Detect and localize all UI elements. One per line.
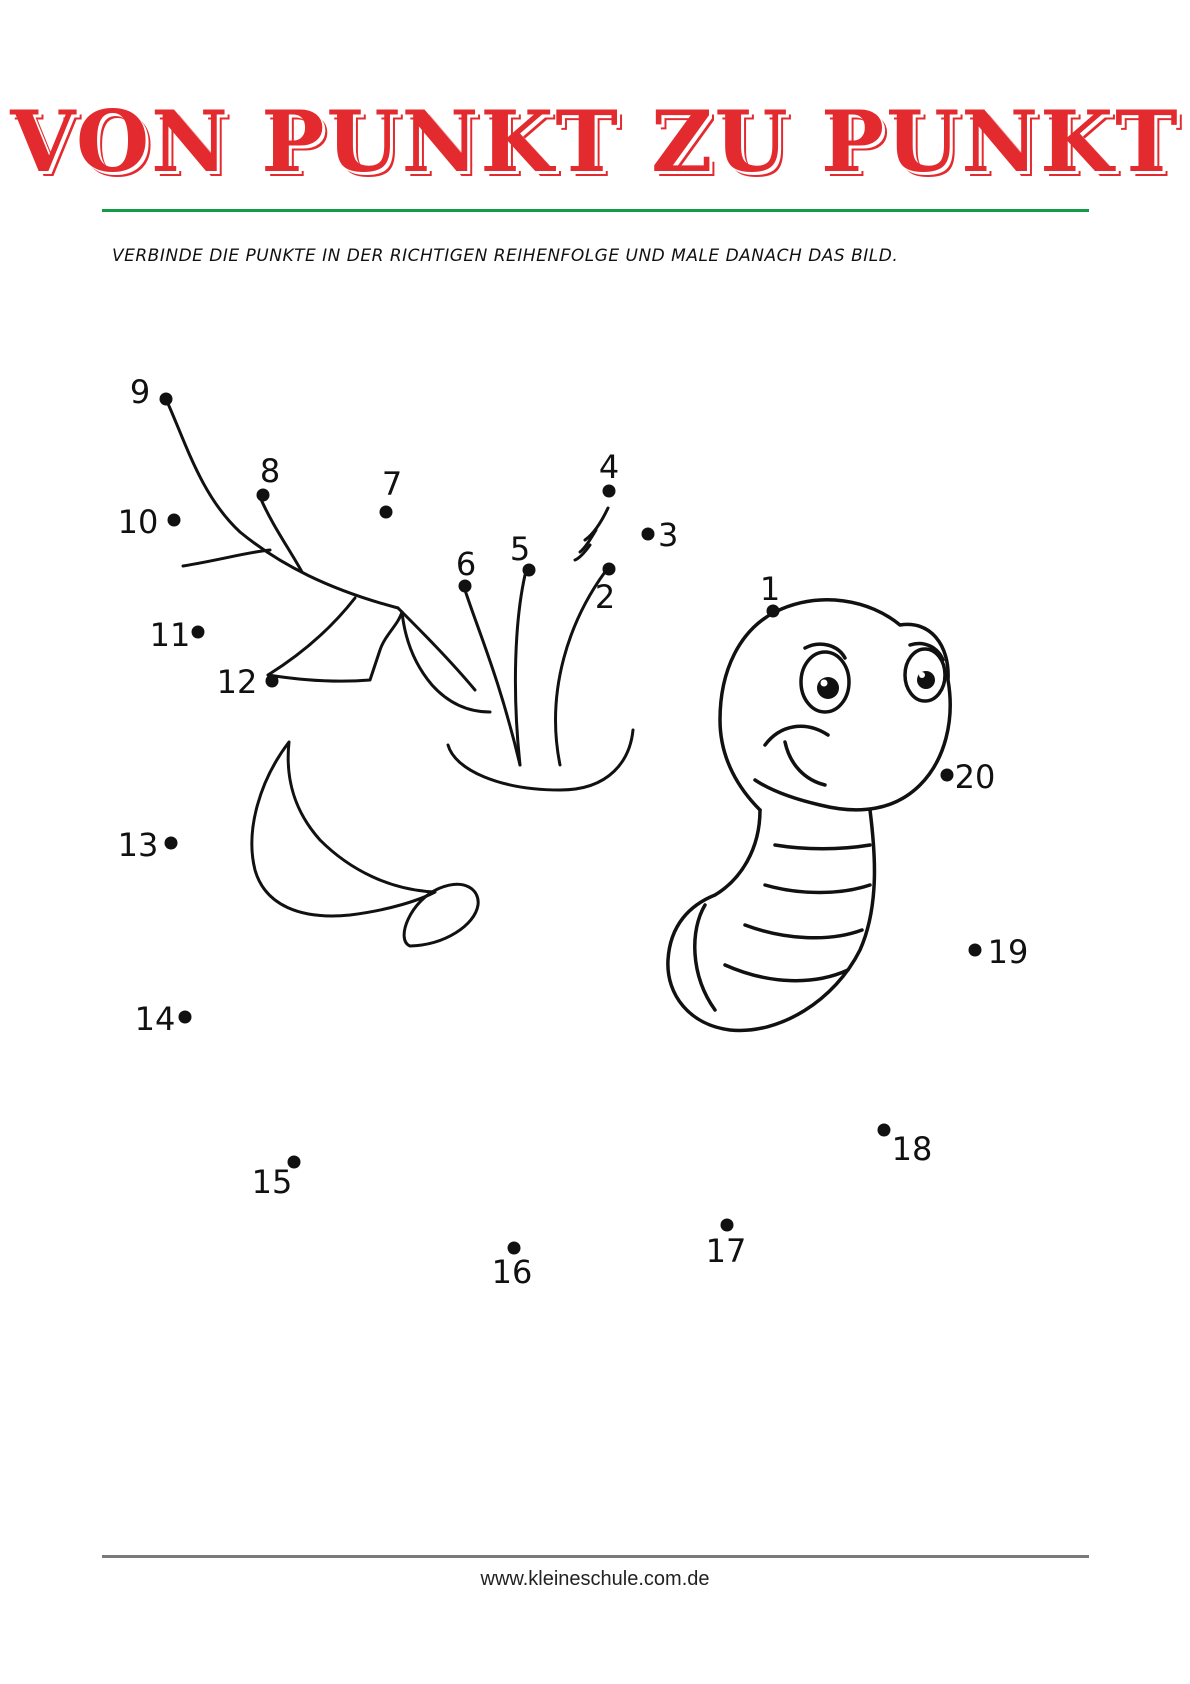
dot-label-15: 15 xyxy=(251,1163,293,1201)
worm-segment xyxy=(745,925,862,938)
dot-12 xyxy=(266,675,279,688)
branch-line xyxy=(165,397,398,608)
grass-blade xyxy=(465,590,520,765)
dot-label-6: 6 xyxy=(455,545,477,583)
motion-mark xyxy=(585,508,608,540)
dot-13 xyxy=(165,837,178,850)
leaf-edge xyxy=(268,598,355,675)
worm-segment xyxy=(775,845,870,849)
grass-blade xyxy=(515,575,525,765)
dot-label-7: 7 xyxy=(381,465,403,503)
worm-pupils xyxy=(817,671,935,699)
page-title: VON PUNKT ZU PUNKT xyxy=(10,92,1180,191)
dot-label-19: 19 xyxy=(987,933,1029,971)
dot-8 xyxy=(257,489,270,502)
dot-3 xyxy=(642,528,655,541)
dot-label-1: 1 xyxy=(759,570,781,608)
worm xyxy=(668,600,950,1031)
worm-eye-shine xyxy=(919,672,925,678)
dot-17 xyxy=(721,1219,734,1232)
branch-twig xyxy=(183,550,270,566)
worm-head xyxy=(720,612,775,810)
dot-label-11: 11 xyxy=(149,616,191,654)
dot-4 xyxy=(603,485,616,498)
numbered-dots xyxy=(118,373,1029,1291)
dot-label-3: 3 xyxy=(658,516,679,554)
dot-11 xyxy=(192,626,205,639)
dot-label-14: 14 xyxy=(134,1000,176,1038)
dot-label-12: 12 xyxy=(216,663,258,701)
dot-10 xyxy=(168,514,181,527)
worm-mouth xyxy=(785,742,825,785)
apple-seed xyxy=(404,884,478,946)
dot-7 xyxy=(380,506,393,519)
dot-label-5: 5 xyxy=(509,530,531,568)
dot-label-17: 17 xyxy=(705,1232,747,1270)
bottom-divider xyxy=(102,1555,1089,1558)
worm-segment xyxy=(765,885,870,893)
dot-label-2: 2 xyxy=(594,578,616,616)
dot-14 xyxy=(179,1011,192,1024)
worm-segment xyxy=(725,965,848,981)
worm-smile xyxy=(765,726,828,745)
dot-label-9: 9 xyxy=(129,373,151,411)
grass-base xyxy=(448,730,633,790)
motion-mark xyxy=(575,545,590,560)
apple-piece xyxy=(252,742,435,916)
worm-head xyxy=(755,600,950,810)
worm-tail-line xyxy=(695,905,715,1010)
footer-url: www.kleineschule.com.de xyxy=(480,1568,710,1590)
worm-left-pupil xyxy=(817,677,839,699)
dot-18 xyxy=(878,1124,891,1137)
dot-label-13: 13 xyxy=(117,826,159,864)
dot-label-10: 10 xyxy=(117,503,159,541)
dot-label-20: 20 xyxy=(954,758,996,796)
dot-label-4: 4 xyxy=(598,448,620,486)
dot-label-16: 16 xyxy=(491,1253,533,1291)
instruction-text: VERBINDE DIE PUNKTE IN DER RICHTIGEN REIHENFOLGE UND MALE DANACH DAS BILD. xyxy=(112,246,899,266)
dot-2 xyxy=(603,563,616,576)
dot-20 xyxy=(941,769,954,782)
dot-9 xyxy=(160,393,173,406)
worm-eye-shine xyxy=(821,680,828,687)
dot-label-8: 8 xyxy=(259,452,281,490)
dot-label-18: 18 xyxy=(891,1130,933,1168)
dot-19 xyxy=(969,944,982,957)
